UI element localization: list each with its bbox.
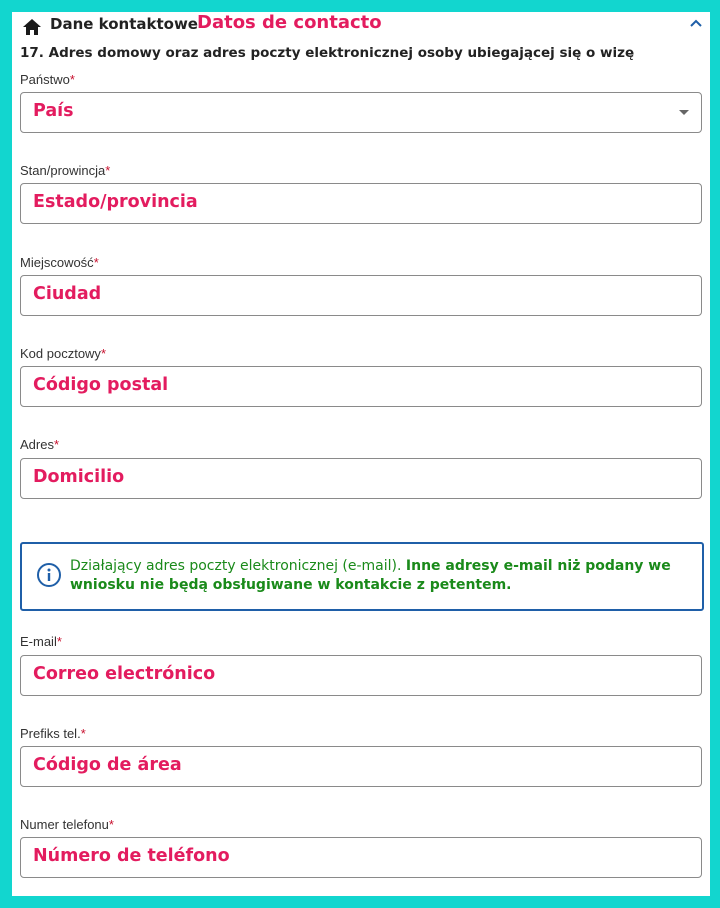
postal-label-text: Kod pocztowy [20, 346, 101, 361]
required-marker: * [93, 255, 99, 270]
city-label [20, 255, 99, 270]
info-text [70, 557, 695, 595]
country-select[interactable] [20, 92, 702, 133]
phone-number-value: Número de teléfono [33, 846, 230, 866]
info-text-regular: Działający adres poczty elektronicznej (e-mail). [70, 558, 406, 574]
phone-number-label [20, 817, 114, 832]
required-marker: * [105, 163, 111, 178]
section-header[interactable] [12, 12, 710, 38]
dropdown-caret-icon [679, 110, 689, 115]
contact-details-panel [12, 12, 710, 896]
country-label [20, 72, 75, 87]
required-marker: * [69, 72, 75, 87]
postal-value: Código postal [33, 375, 169, 395]
postal-code-input[interactable] [20, 366, 702, 407]
required-marker: * [108, 817, 114, 832]
state-label [20, 163, 110, 178]
info-icon [36, 562, 62, 588]
state-label-text: Stan/prowincja [20, 163, 106, 178]
city-input[interactable] [20, 275, 702, 316]
address-value: Domicilio [33, 467, 125, 487]
phone-number-input[interactable] [20, 837, 702, 878]
info-text-bold: Inne adresy e-mail niż podany we wniosku nie będą obsługiwane w kontakcie z petentem. [70, 558, 671, 593]
phone-prefix-label-text: Prefiks tel. [20, 726, 81, 741]
email-label-text: E-mail [20, 634, 57, 649]
address-label [20, 437, 59, 452]
header-title: Dane kontaktowe [50, 15, 198, 33]
phone-prefix-input[interactable] [20, 746, 702, 787]
address-input[interactable] [20, 458, 702, 499]
phone-number-label-text: Numer telefonu [20, 817, 109, 832]
address-label-text: Adres [20, 437, 54, 452]
email-info-box [20, 542, 704, 611]
email-label [20, 634, 62, 649]
phone-prefix-value: Código de área [33, 755, 182, 775]
postal-label [20, 346, 106, 361]
header-annotation: Datos de contacto [197, 12, 382, 33]
city-value: Ciudad [33, 284, 102, 304]
required-marker: * [100, 346, 106, 361]
city-label-text: Miejscowość [20, 255, 94, 270]
required-marker: * [80, 726, 86, 741]
phone-prefix-label [20, 726, 86, 741]
home-icon [22, 18, 42, 36]
chevron-up-icon[interactable] [689, 17, 703, 29]
state-value: Estado/provincia [33, 192, 198, 212]
country-label-text: Państwo [20, 72, 70, 87]
section-title: 17. Adres domowy oraz adres poczty elektronicznej osoby ubiegającej się o wizę [20, 45, 635, 61]
required-marker: * [53, 437, 60, 452]
required-marker: * [56, 634, 62, 649]
email-value: Correo electrónico [33, 664, 216, 684]
email-input[interactable] [20, 655, 702, 696]
country-value: País [33, 101, 74, 121]
state-input[interactable] [20, 183, 702, 224]
